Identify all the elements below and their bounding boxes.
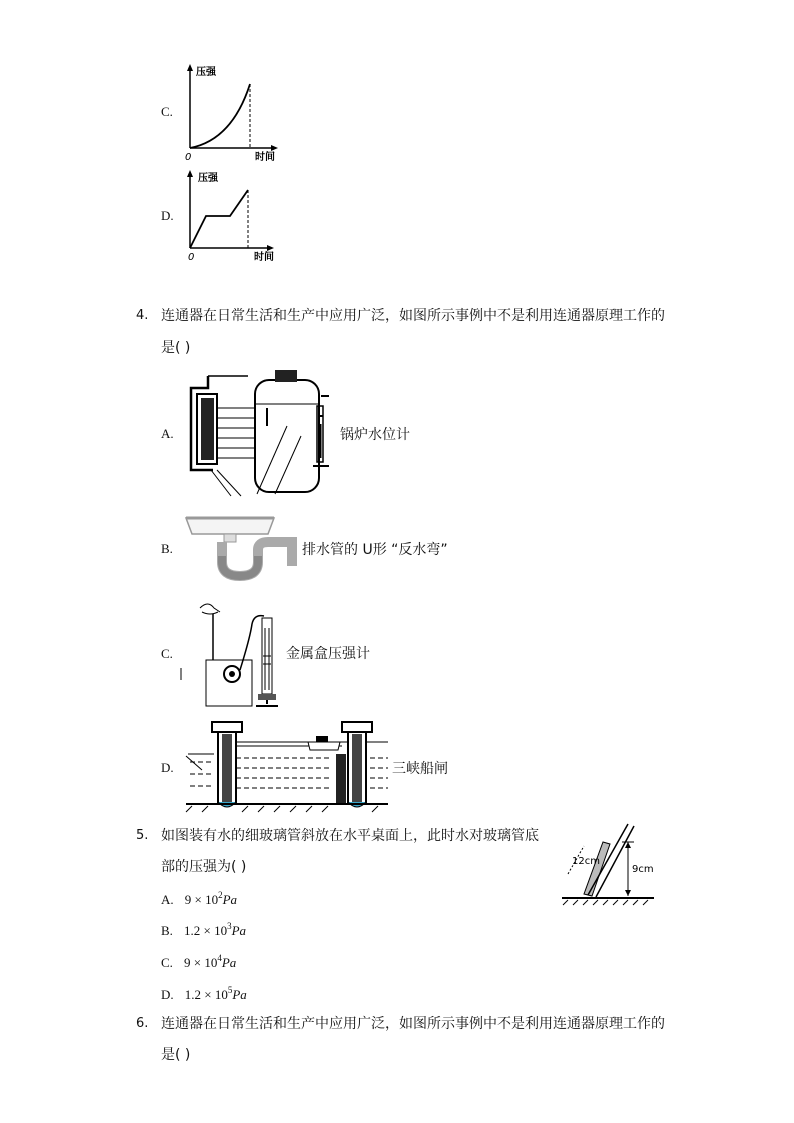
q4-option-a-caption: 锅炉水位计 bbox=[340, 427, 410, 443]
q5-option-d-unit: Pa bbox=[232, 987, 247, 1002]
q5-stem-line1: 如图装有水的细玻璃管斜放在水平桌面上，此时水对玻璃管底 bbox=[161, 828, 539, 844]
q5-option-c-letter: C. bbox=[161, 955, 173, 970]
q5-option-a-letter: A. bbox=[161, 892, 174, 907]
q5-option-d-coef: 1.2 × 10 bbox=[184, 987, 228, 1002]
q5-option-b-exp: 3 bbox=[227, 921, 232, 931]
metal-box-manometer-figure bbox=[180, 598, 285, 710]
q5-option-a-unit: Pa bbox=[222, 892, 238, 907]
q4-option-c-letter: C. bbox=[161, 646, 173, 661]
q3-option-c-letter: C. bbox=[161, 104, 173, 119]
q5-option-b-unit: Pa bbox=[231, 923, 247, 938]
q5-option-c-coef: 9 × 10 bbox=[184, 955, 218, 970]
q4-stem-line1: 连通器在日常生活和生产中应用广泛，如图所示事例中不是利用连通器原理工作的 bbox=[161, 308, 665, 324]
drain-trap-figure bbox=[184, 512, 299, 582]
q4-option-b-letter: B. bbox=[161, 541, 173, 556]
q3-c-xlabel: 时间 bbox=[255, 152, 275, 162]
q6-stem-line2: 是( ) bbox=[161, 1047, 191, 1063]
q4-option-a-letter: A. bbox=[161, 426, 174, 441]
q5-option-b-letter: B. bbox=[161, 923, 173, 938]
q3-d-origin: 0 bbox=[188, 252, 195, 263]
q5-tilted-tube-figure bbox=[558, 820, 658, 906]
q5-option-d-letter: D. bbox=[161, 987, 174, 1002]
q4-number: 4. bbox=[136, 308, 149, 323]
q5-option-d-exp: 5 bbox=[227, 985, 233, 995]
q4-stem-line2: 是( ) bbox=[161, 340, 191, 356]
q5-option-c[interactable] bbox=[161, 952, 236, 971]
q3-option-d-graph bbox=[182, 168, 282, 268]
q5-option-b-coef: 1.2 × 10 bbox=[184, 923, 228, 938]
q5-option-a[interactable] bbox=[161, 889, 237, 908]
q3-d-ylabel: 压强 bbox=[198, 173, 218, 184]
q5-number: 5. bbox=[136, 828, 149, 843]
q4-option-c-caption: 金属盒压强计 bbox=[286, 646, 370, 662]
q5-option-a-coef: 9 × 10 bbox=[184, 892, 219, 907]
q4-option-d-letter: D. bbox=[161, 760, 174, 775]
q5-option-b[interactable] bbox=[161, 920, 246, 939]
q4-option-d-caption: 三峡船闸 bbox=[392, 761, 448, 777]
q6-stem-line1: 连通器在日常生活和生产中应用广泛，如图所示事例中不是利用连通器原理工作的 bbox=[161, 1016, 665, 1032]
q3-d-xlabel: 时间 bbox=[254, 252, 274, 263]
q5-height-label: 9cm bbox=[632, 864, 654, 875]
q3-option-c-graph bbox=[182, 62, 282, 162]
q5-slant-label: 12cm bbox=[572, 856, 600, 867]
q6-number: 6. bbox=[136, 1016, 149, 1031]
q5-stem-line2: 部的压强为( ) bbox=[161, 859, 247, 875]
q5-option-c-exp: 4 bbox=[217, 953, 222, 963]
q5-option-c-unit: Pa bbox=[221, 955, 237, 970]
boiler-water-gauge-figure bbox=[183, 366, 333, 501]
q3-option-d-letter: D. bbox=[161, 208, 174, 223]
q3-c-ylabel: 压强 bbox=[196, 67, 216, 78]
q3-c-origin: 0 bbox=[185, 152, 192, 162]
q4-option-b-caption: 排水管的 U形 “反水弯” bbox=[302, 542, 448, 558]
three-gorges-lock-figure bbox=[182, 718, 392, 814]
q5-option-a-exp: 2 bbox=[218, 890, 223, 900]
q5-option-d[interactable] bbox=[161, 984, 247, 1003]
